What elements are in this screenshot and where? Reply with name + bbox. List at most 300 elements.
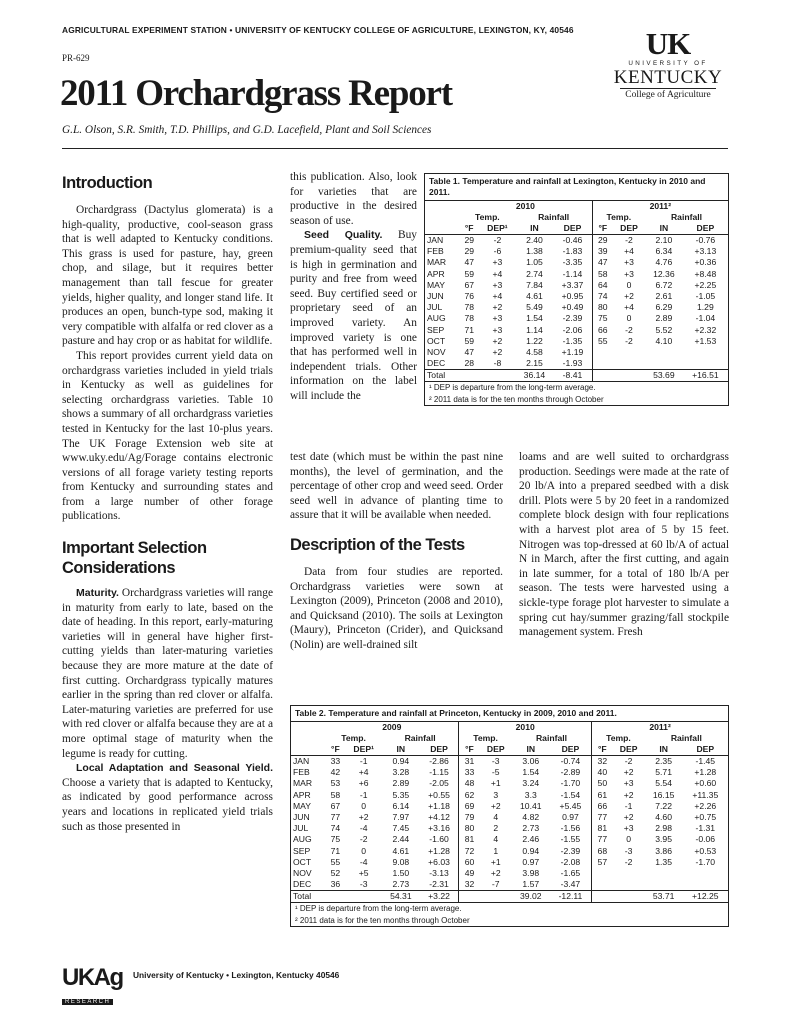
table-cell xyxy=(459,370,479,382)
selection-heading-line2: Considerations xyxy=(62,559,176,578)
table-cell: 29 xyxy=(464,235,474,246)
table-cell: +2 xyxy=(492,346,503,357)
table-cell: -2 xyxy=(625,324,633,335)
t2-group: Temp. xyxy=(341,733,366,744)
table-cell: -4 xyxy=(359,823,368,834)
table-cell: 61 xyxy=(592,790,613,801)
logo-kentucky: KENTUCKY xyxy=(613,67,723,88)
table-cell: +2 xyxy=(623,789,634,800)
unit-header: °F xyxy=(592,744,613,756)
row-label: OCT xyxy=(293,856,312,867)
footer-logo-ukag: UKAg xyxy=(62,964,123,991)
table-row xyxy=(425,336,728,347)
table-cell: +3 xyxy=(623,778,634,789)
table-cell: -3.35 xyxy=(562,257,583,268)
table-cell: 0.94 xyxy=(392,756,410,767)
row-label: JUL xyxy=(427,302,443,313)
row-label: MAR xyxy=(427,257,447,268)
t2-note-2: ² 2011 data is for the ten months through October xyxy=(295,915,470,925)
table-cell: 1.22 xyxy=(526,335,543,346)
row-label: JUN xyxy=(293,812,310,823)
t1-group: Rainfall xyxy=(538,212,570,223)
table-cell: 0.97 xyxy=(522,856,540,867)
table-cell: -2.08 xyxy=(560,856,581,867)
t2-year: 2010 xyxy=(459,722,592,734)
row-label: JAN xyxy=(427,235,444,246)
table-cell: 2.89 xyxy=(655,313,673,324)
table-cell: 3.24 xyxy=(522,778,540,789)
row-label: AUG xyxy=(427,313,446,324)
row-label: SEP xyxy=(293,845,311,856)
table-cell: 1.54 xyxy=(526,313,543,324)
table-cell: 68 xyxy=(592,846,613,857)
table-cell: -2.31 xyxy=(429,879,449,890)
table-row xyxy=(425,269,728,280)
header-divider xyxy=(62,148,728,149)
table-row xyxy=(291,846,728,857)
table-cell: 7.22 xyxy=(655,800,672,811)
table-cell: 50 xyxy=(592,778,613,789)
table-cell: +5 xyxy=(358,867,369,878)
table-cell xyxy=(645,358,683,370)
table-cell: +4 xyxy=(492,268,503,279)
table-cell: -4 xyxy=(359,856,368,867)
table-cell: -1.56 xyxy=(560,823,581,834)
table-cell: 5.35 xyxy=(392,789,410,800)
table-cell: 36.14 xyxy=(523,370,546,381)
table-cell: 7.97 xyxy=(392,812,410,823)
footer-text: University of Kentucky • Lexington, Kentucky 40546 xyxy=(133,970,340,980)
table-cell: 0.94 xyxy=(522,845,540,856)
row-label: DEC xyxy=(427,358,446,369)
table-cell: 48 xyxy=(459,778,480,789)
table-cell: 7.45 xyxy=(392,823,410,834)
table-cell: 59 xyxy=(464,268,474,279)
table-cell: +12.25 xyxy=(692,891,719,902)
table-cell: 1.35 xyxy=(655,856,672,867)
table-row xyxy=(291,857,728,868)
table-cell: 71 xyxy=(330,845,341,856)
table-cell: 0 xyxy=(361,800,367,811)
table-cell: 0 xyxy=(626,279,632,290)
table-cell: +4 xyxy=(492,291,503,302)
t1-group: Rainfall xyxy=(670,212,703,223)
unit-header: DEP xyxy=(696,223,715,234)
table-row xyxy=(425,313,728,324)
t1-group: Temp. xyxy=(592,212,645,223)
t2-group: Rainfall xyxy=(535,733,567,744)
row-label: JUN xyxy=(427,291,444,302)
table-cell: 2.61 xyxy=(655,291,673,302)
table-cell: 4 xyxy=(493,834,499,845)
table-cell: 3.86 xyxy=(655,845,672,856)
table-1-caption: Table 1. Temperature and rainfall at Lexington, Kentucky in 2010 and 2011. xyxy=(429,176,706,197)
t2-year: 2009 xyxy=(382,722,402,732)
table-cell: 58 xyxy=(330,789,341,800)
page-title: 2011 Orchardgrass Report xyxy=(60,73,452,114)
row-label: APR xyxy=(427,268,445,279)
table-cell: +4 xyxy=(358,767,369,778)
footer-logo xyxy=(62,966,123,1008)
intro-paragraph-2: This report provides current yield data on orchardgrass varieties included in yield trials in Kentucky as well as guidelines for selecting orchardgrass varieties. Table 10 shows a summary of all orchardgrass varieties tested in Kentucky for the last 10-plus years. The UK Forage Extension web site at www.uky.edu/Ag/Forage contains electronic versions of all forage variety testing reports from Kentucky and surrounding states and from a large number of other forage publications. xyxy=(62,349,273,523)
table-cell: 77 xyxy=(330,812,341,823)
unit-header: DEP xyxy=(619,744,638,755)
table-cell: +3 xyxy=(492,257,503,268)
column-1 xyxy=(62,170,273,834)
table-cell: 64 xyxy=(592,280,613,291)
table-cell: 5.49 xyxy=(526,302,543,313)
table-cell: -2.39 xyxy=(560,845,581,856)
table-cell: +1.28 xyxy=(694,767,717,778)
table-2-caption: Table 2. Temperature and rainfall at Princeton, Kentucky in 2009, 2010 and 2011. xyxy=(295,708,617,718)
table-cell: 53.69 xyxy=(653,370,675,381)
table-cell: 40 xyxy=(592,767,613,778)
table-cell: +2 xyxy=(492,302,503,313)
table-cell: -7 xyxy=(491,879,500,890)
table-cell: +1.53 xyxy=(694,335,717,346)
table-cell: 1.38 xyxy=(526,246,543,257)
table-cell: 2 xyxy=(493,823,499,834)
selection-heading-line1: Important Selection xyxy=(62,539,207,558)
table-cell: +3 xyxy=(492,313,503,324)
unit-header: DEP xyxy=(486,744,505,755)
table-cell: 12.36 xyxy=(653,268,675,279)
table-cell: -1.83 xyxy=(562,246,583,257)
table-cell: 67 xyxy=(330,800,341,811)
table-cell: +1 xyxy=(490,856,501,867)
table-cell: 1 xyxy=(493,845,499,856)
table-cell xyxy=(683,868,728,879)
table-cell: 79 xyxy=(459,812,480,823)
table-cell: +3 xyxy=(623,823,634,834)
table-cell: -1.35 xyxy=(562,335,583,346)
table-cell xyxy=(592,879,613,891)
row-label: MAY xyxy=(293,800,311,811)
footer-logo-research: RESEARCH xyxy=(62,999,113,1005)
t1-note-2: ² 2011 data is for the ten months through October xyxy=(429,394,604,404)
unit-header: IN xyxy=(659,744,668,755)
table-cell: 75 xyxy=(330,834,341,845)
table-cell: 3.28 xyxy=(392,767,410,778)
table-cell: 2.46 xyxy=(522,834,540,845)
table-cell: 2.98 xyxy=(655,823,672,834)
table-cell: +2.32 xyxy=(694,324,717,335)
table-cell: -8.41 xyxy=(562,370,583,381)
table-cell: 59 xyxy=(464,335,474,346)
table-cell: 2.10 xyxy=(655,235,673,246)
table-cell: 36 xyxy=(330,879,341,890)
table-cell xyxy=(592,891,613,903)
table-cell: +2 xyxy=(623,812,634,823)
table-cell: +6.03 xyxy=(428,856,450,867)
table-cell: +0.53 xyxy=(694,845,717,856)
row-label: NOV xyxy=(293,867,312,878)
table-cell xyxy=(613,358,645,370)
table-cell xyxy=(459,891,480,903)
publication-number: PR-629 xyxy=(62,53,90,63)
table-cell: 29 xyxy=(592,235,613,247)
table-cell: -3.47 xyxy=(560,879,581,890)
row-label: JUL xyxy=(293,823,309,834)
table-row xyxy=(291,801,728,812)
table-cell: 5.71 xyxy=(655,767,672,778)
table-cell: 47 xyxy=(592,257,613,268)
unit-header: DEP xyxy=(430,744,448,755)
table-cell xyxy=(480,891,512,903)
table-cell: 6.72 xyxy=(655,279,673,290)
table-cell: +0.36 xyxy=(694,257,717,268)
table-cell: 4.61 xyxy=(392,845,410,856)
table-cell xyxy=(592,347,613,358)
t2-year: 2011² xyxy=(592,722,728,734)
table-cell: -1.31 xyxy=(695,823,716,834)
table-cell: -2.39 xyxy=(562,313,583,324)
table-cell: 3.3 xyxy=(524,789,537,800)
logo-university: UNIVERSITY OF xyxy=(628,60,708,67)
table-cell: 47 xyxy=(464,257,474,268)
table-cell xyxy=(613,868,645,879)
table-cell: +5.45 xyxy=(559,800,582,811)
description-heading: Description of the Tests xyxy=(290,535,465,554)
table-1-grid xyxy=(425,200,728,381)
table-row xyxy=(291,767,728,778)
table-cell: -12.11 xyxy=(558,891,583,902)
station-header: AGRICULTURAL EXPERIMENT STATION • UNIVERSITY OF KENTUCKY COLLEGE OF AGRICULTURE, LEXINGTON, KY, 40546 xyxy=(62,25,574,35)
table-cell: +0.55 xyxy=(428,789,450,800)
column-2-upper xyxy=(290,170,417,404)
uk-logo xyxy=(606,28,730,102)
unit-header: IN xyxy=(526,744,536,755)
row-label: MAY xyxy=(427,279,445,290)
table-row xyxy=(425,246,728,257)
table-cell: 52 xyxy=(330,867,341,878)
table-cell: +2 xyxy=(490,800,501,811)
t2-group: Rainfall xyxy=(670,733,702,744)
table-cell: -0.76 xyxy=(695,235,716,246)
table-row xyxy=(291,823,728,834)
table-row xyxy=(291,879,728,891)
table-cell: 54.31 xyxy=(390,891,412,902)
table-cell: 39 xyxy=(592,246,613,257)
table-cell: -0.46 xyxy=(562,235,583,246)
table-cell xyxy=(645,868,683,879)
table-cell: -2.89 xyxy=(560,767,581,778)
maturity-text: Orchardgrass varieties will range in maturity from early to late, based on the date of heading. In this report, early-maturing varieties will in general have higher first-cutting yields than later-maturing varieties because they are more mature at the date of first cutting. Orchardgrass typically matures earlier in the spring than red clover or alfalfa. Later-maturing varieties are preferred for use with red clover or alfalfa because they are at a more optimal stage of maturity when the legume is ready for cutting. xyxy=(62,587,273,760)
table-cell: 42 xyxy=(330,767,341,778)
t2-group: Temp. xyxy=(459,733,512,744)
table-cell: 58 xyxy=(592,269,613,280)
t1-year-2010: 2010 xyxy=(515,201,535,211)
table-cell: 53.71 xyxy=(652,891,675,902)
table-cell: +8.48 xyxy=(694,268,717,279)
t1-year-2011: 2011² xyxy=(592,201,728,213)
table-cell: 2.74 xyxy=(526,268,543,279)
local-lead: Local Adaptation and Seasonal Yield. xyxy=(76,762,273,775)
local-text: Choose a variety that is adapted to Kentucky, as indicated by good performance across years and locations in replicated yield trials such as those presented in xyxy=(62,776,273,833)
table-cell xyxy=(613,370,645,382)
table-cell: -0.06 xyxy=(695,834,716,845)
table-cell: +1.18 xyxy=(428,800,450,811)
table-cell: 74 xyxy=(592,291,613,302)
table-cell: 7.84 xyxy=(526,279,543,290)
table-cell: 81 xyxy=(592,823,613,834)
table-cell: -2.05 xyxy=(429,778,449,789)
table-cell: -2 xyxy=(624,856,633,867)
table-cell xyxy=(325,891,345,903)
table-cell: 4.58 xyxy=(526,346,543,357)
table-cell: -1.70 xyxy=(695,856,716,867)
table-cell: 0 xyxy=(626,313,632,324)
intro-paragraph-1: Orchardgrass (Dactylus glomerata) is a high-quality, productive, cool-season grass that is well adapted to Kentucky conditions. This grass is used for pasture, hay, green chop, and silage, but it requires better management than tall fescue for greater yields, higher quality, and longer stand life. It produces an open, bunch-type sod, making it very compatible with alfalfa or red clover as a pasture and hay crop or as habitat for wildlife. xyxy=(62,204,273,348)
table-cell: 69 xyxy=(459,801,480,812)
table-cell: 2.15 xyxy=(526,358,543,369)
col3-paragraph: loams and are well suited to orchardgrass production. Seedings were made at the rate of 20 lb/A into a prepared seedbed with a disk drill. Plots were 5 by 20 feet in a randomized complete block design with four replications with a harvest plot area of 5 by 15 feet. Nitrogen was top-dressed at 60 lb/A of actual N in March, after the first cutting, and again in late summer, for a total of 180 lb/A per season. The tests were harvested using a sickle-type forage plot harvester to simulate a spring cut hay/summer grazing/fall stockpile management system. Fresh xyxy=(519,451,729,639)
table-cell: -1.15 xyxy=(429,767,449,778)
table-cell: 6.29 xyxy=(655,302,673,313)
col2-continuation: this publication. Also, look for varieties that are productive in the desired season of use. xyxy=(290,171,417,227)
table-cell: -1.65 xyxy=(560,867,581,878)
unit-header: °F xyxy=(464,223,474,234)
selection-heading xyxy=(62,538,273,578)
table-cell: +0.60 xyxy=(694,778,717,789)
table-cell: 1.29 xyxy=(697,302,714,313)
table-cell xyxy=(592,370,613,382)
table-cell: 78 xyxy=(464,313,474,324)
table-row xyxy=(425,370,728,382)
table-cell: 3.95 xyxy=(655,834,672,845)
table-cell: -1.55 xyxy=(560,834,581,845)
unit-header: DEP xyxy=(563,223,582,234)
table-cell: 2.73 xyxy=(522,823,540,834)
maturity-lead: Maturity. xyxy=(76,587,119,600)
table-2 xyxy=(290,705,729,927)
table-cell: +3.37 xyxy=(561,279,584,290)
table-cell: -1.93 xyxy=(562,358,583,369)
table-cell: 16.15 xyxy=(652,789,675,800)
maturity-paragraph xyxy=(62,586,273,761)
row-label: APR xyxy=(293,789,311,800)
table-cell: +1.19 xyxy=(561,346,584,357)
table-cell: 31 xyxy=(459,756,480,768)
table-cell: 47 xyxy=(464,346,474,357)
table-cell: 81 xyxy=(459,834,480,845)
table-cell: 1.14 xyxy=(526,324,543,335)
table-cell: 2.35 xyxy=(655,756,672,767)
table-1 xyxy=(424,173,729,406)
table-cell: +3 xyxy=(624,257,634,268)
seed-text: Buy premium-quality seed that is high in germination and purity and free from weed seed. Buy certified seed or proprietary seed of an improved variety. An improved variety is one that has performed well in independent trials. Other information on the label will include the xyxy=(290,229,417,402)
unit-header: DEP¹ xyxy=(353,744,374,755)
table-cell xyxy=(479,370,515,382)
table-cell: +3 xyxy=(492,324,503,335)
table-cell: +11.35 xyxy=(692,789,719,800)
t2-note-1: ¹ DEP is departure from the long-term average. xyxy=(291,902,728,915)
table-cell: +16.51 xyxy=(692,370,719,381)
table-cell: +4 xyxy=(624,246,634,257)
table-cell: -1.04 xyxy=(695,313,716,324)
table-cell: -1.60 xyxy=(429,834,449,845)
table-cell: -0.74 xyxy=(560,756,581,767)
table-row xyxy=(291,868,728,879)
table-cell: +3 xyxy=(492,279,503,290)
table-cell: -1.70 xyxy=(560,778,581,789)
row-label: MAR xyxy=(293,778,313,789)
authors: G.L. Olson, S.R. Smith, T.D. Phillips, and G.D. Lacefield, Plant and Soil Sciences xyxy=(62,124,432,136)
table-2-grid xyxy=(291,721,728,902)
row-label: Total xyxy=(293,891,312,902)
table-cell xyxy=(613,891,645,903)
table-cell: +2 xyxy=(492,335,503,346)
table-row xyxy=(291,778,728,789)
table-cell: 66 xyxy=(592,801,613,812)
table-cell xyxy=(683,347,728,358)
table-cell: 1.54 xyxy=(522,767,540,778)
table-cell: 6.34 xyxy=(655,246,673,257)
table-cell: -2.06 xyxy=(562,324,583,335)
table-cell xyxy=(645,879,683,891)
table-cell: -1 xyxy=(359,789,368,800)
row-label: FEB xyxy=(427,246,444,257)
table-cell: 77 xyxy=(592,834,613,845)
t2-group: Temp. xyxy=(592,733,645,744)
table-cell: +0.49 xyxy=(561,302,584,313)
table-cell: -2.86 xyxy=(429,756,449,767)
table-cell: -2 xyxy=(625,335,633,346)
seed-paragraph xyxy=(290,228,417,403)
unit-header: °F xyxy=(459,744,480,756)
table-cell: +1.28 xyxy=(428,845,450,856)
table-cell: -3 xyxy=(359,879,368,890)
table-row xyxy=(291,756,728,768)
unit-header: DEP xyxy=(696,744,715,755)
table-cell: 4.60 xyxy=(655,812,672,823)
table-cell: 55 xyxy=(592,336,613,347)
table-cell: +3.22 xyxy=(428,891,450,902)
table-cell: +0.95 xyxy=(561,291,584,302)
table-cell: 33 xyxy=(330,756,341,767)
row-label: DEC xyxy=(293,879,312,890)
table-cell xyxy=(592,358,613,370)
table-cell: 53 xyxy=(330,778,341,789)
table-cell: +2 xyxy=(624,291,634,302)
table-cell: 2.89 xyxy=(392,778,410,789)
table-cell: 4.61 xyxy=(526,291,543,302)
table-row xyxy=(425,280,728,291)
table-cell: -1.14 xyxy=(562,268,583,279)
table-row xyxy=(291,834,728,845)
table-cell: 77 xyxy=(592,812,613,823)
logo-college: College of Agriculture xyxy=(625,90,711,100)
table-cell: 62 xyxy=(459,790,480,801)
table-cell: 0 xyxy=(626,834,631,845)
unit-header: DEP xyxy=(561,744,580,755)
local-paragraph xyxy=(62,761,273,834)
table-cell: 57 xyxy=(592,857,613,868)
table-cell: 76 xyxy=(464,291,474,302)
table-cell: 3.06 xyxy=(522,756,540,767)
table-cell: -8 xyxy=(493,358,502,369)
row-label: Total xyxy=(427,370,446,381)
table-row xyxy=(291,790,728,801)
unit-header: DEP¹ xyxy=(487,223,508,234)
table-cell: -5 xyxy=(491,767,500,778)
row-label: AUG xyxy=(293,834,312,845)
table-cell: -1.54 xyxy=(560,789,581,800)
table-cell: 78 xyxy=(464,302,474,313)
unit-header: °F xyxy=(592,223,613,235)
table-cell: +4.12 xyxy=(428,812,450,823)
description-paragraph: Data from four studies are reported. Orchardgrass varieties were sown at Lexington (2009), Princeton (2008 and 2010), and Quicksand (2010). The soils at Lexington (Maury), Princeton (Crider), and Quicksand (Nolin) are well-drained silt xyxy=(290,565,503,651)
